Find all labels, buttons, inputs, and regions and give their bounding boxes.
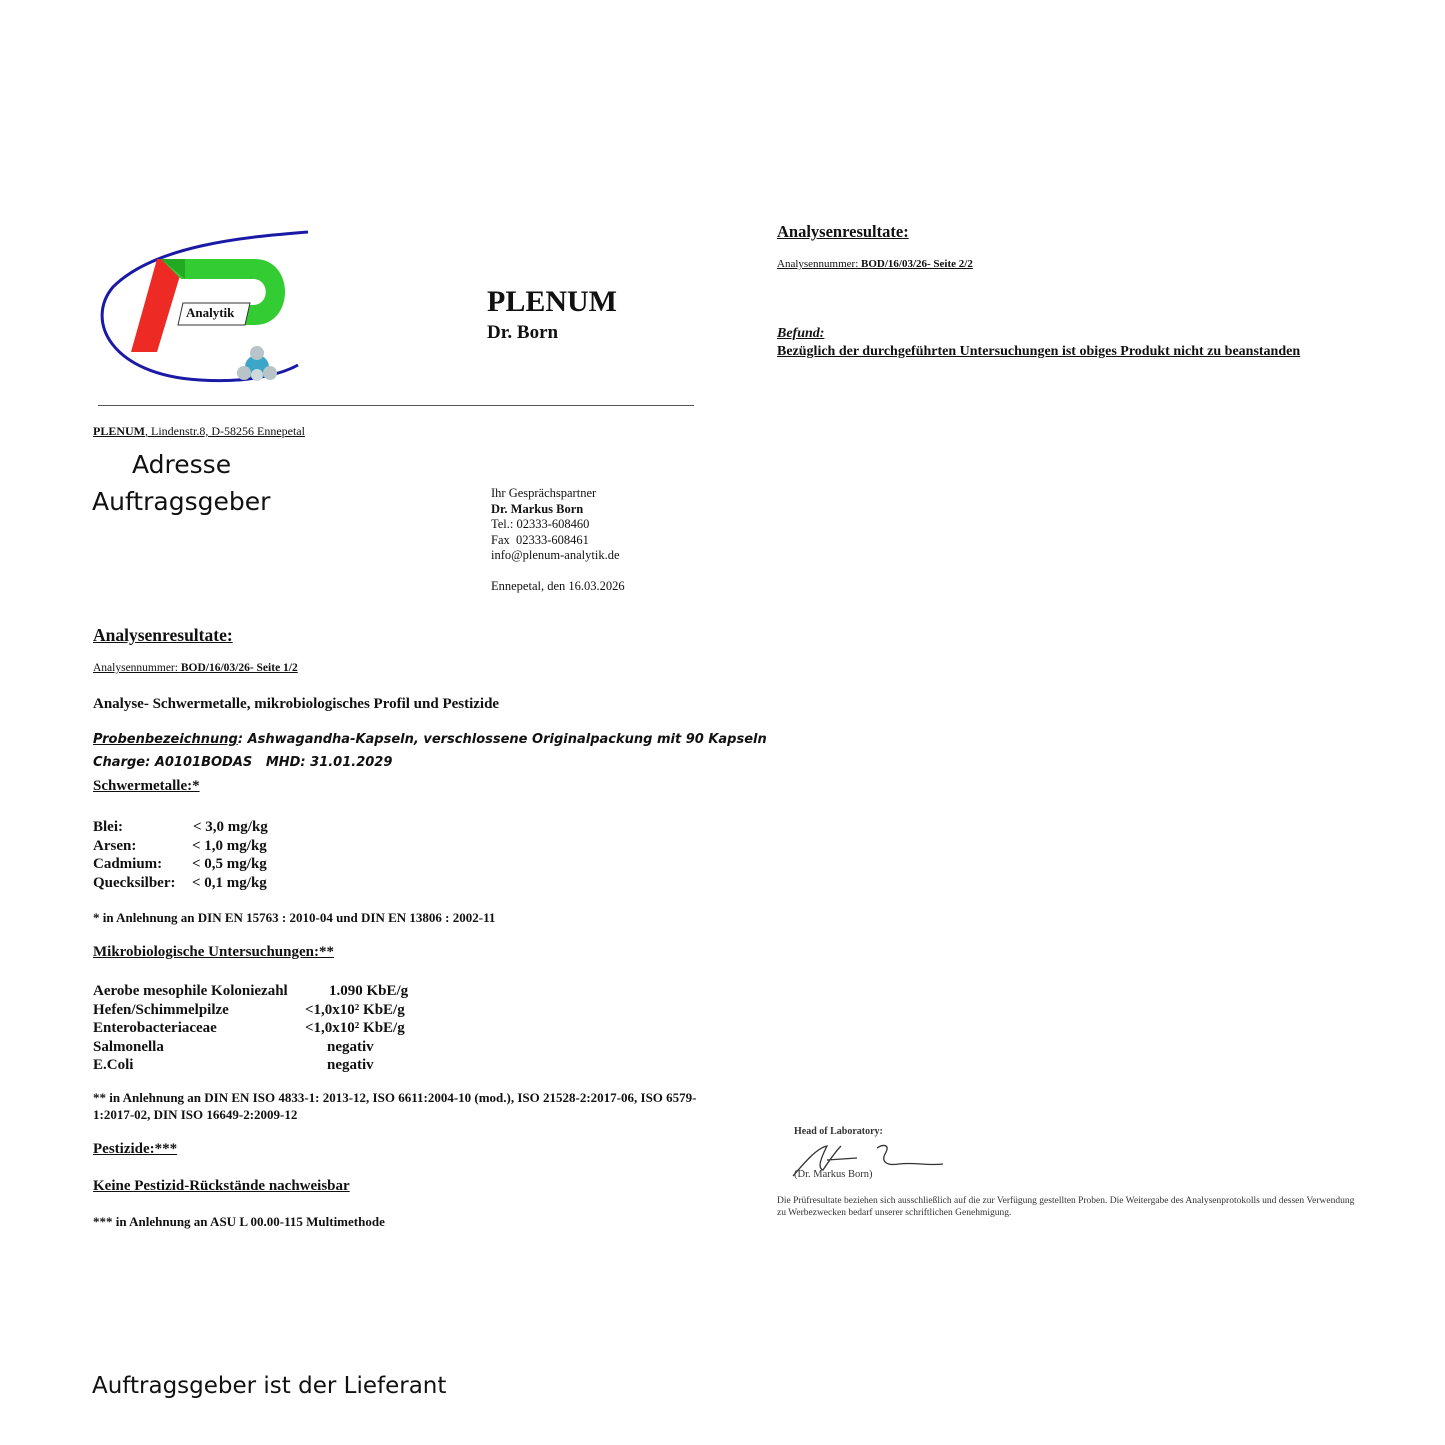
micro-name: Salmonella <box>93 1038 164 1055</box>
micro-heading: Mikrobiologische Untersuchungen:** <box>93 944 334 960</box>
metal-name: Arsen: <box>93 837 137 854</box>
metal-name: Cadmium: <box>93 856 163 872</box>
micro-name: Hefen/Schimmelpilze <box>93 1001 229 1018</box>
contact-block <box>491 486 625 594</box>
table-row <box>93 1038 408 1057</box>
pest-result: Keine Pestizid-Rückstände nachweisbar <box>93 1178 350 1194</box>
heavy-metals-table <box>93 818 268 892</box>
contact-name: Dr. Markus Born <box>491 501 584 516</box>
disclaimer: Die Prüfresultate beziehen sich ausschließlich auf die zur Verfügung gestellten Proben. Die Weitergabe des Analysenprotokolls und dessen Verwendung zu Werbezwecken bedarf unserer schriftlichen Genehmigung. <box>777 1196 1355 1218</box>
page2-heading: Analysenresultate: <box>777 222 909 241</box>
plenum-logo <box>95 225 320 395</box>
metal-value: < 0,5 mg/kg <box>192 856 267 872</box>
micro-name: Aerobe mesophile Koloniezahl <box>93 983 288 999</box>
metal-name: Quecksilber: <box>93 874 176 891</box>
micro-value: negativ <box>327 1038 374 1055</box>
metal-value: < 3,0 mg/kg <box>193 819 268 835</box>
table-row <box>93 818 268 837</box>
micro-value: <1,0x10² KbE/g <box>305 1020 405 1036</box>
signature-title: Head of Laboratory: <box>794 1126 883 1137</box>
heavy-metals-note: * in Anlehnung an DIN EN 15763 : 2010-04 und DIN EN 13806 : 2002-11 <box>93 910 496 925</box>
analysis-title: Analyse- Schwermetalle, mikrobiologisches Profil und Pestizide <box>93 696 500 712</box>
sample-description <box>93 732 767 747</box>
metal-value: < 0,1 mg/kg <box>192 874 267 891</box>
sender-address: , Lindenstr.8, D-58256 Ennepetal <box>145 424 305 438</box>
befund-label: Befund: <box>777 326 825 341</box>
heavy-metals-heading: Schwermetalle:* <box>93 778 200 794</box>
page2-analysis-number <box>777 258 973 270</box>
micro-value: negativ <box>327 1057 374 1073</box>
page1-analysis-number <box>93 662 298 674</box>
befund-text: Bezüglich der durchgeführten Untersuchungen ist obiges Produkt nicht zu beanstanden <box>777 344 1301 359</box>
sample-value: : Ashwagandha-Kapseln, verschlossene Originalpackung mit 90 Kapseln <box>237 732 767 747</box>
table-row <box>93 1019 408 1038</box>
contact-email: info@plenum-analytik.de <box>491 548 620 562</box>
page1-heading: Analysenresultate: <box>93 625 233 645</box>
page2-number-value: BOD/16/03/26- Seite 2/2 <box>861 258 973 270</box>
signature-name: (Dr. Markus Born) <box>794 1169 873 1180</box>
address-note-line2: Auftragsgeber <box>92 487 271 516</box>
micro-note: ** in Anlehnung an DIN EN ISO 4833-1: 2013-12, ISO 6611:2004-10 (mod.), ISO 21528-2:2017-06, ISO 6579-1:2017-02, DIN ISO 16649-2:2009-12 <box>93 1090 697 1122</box>
header-divider <box>98 405 694 406</box>
charge-line: Charge: A0101BODAS MHD: 31.01.2029 <box>93 755 393 770</box>
table-row <box>93 874 268 893</box>
metal-name: Blei: <box>93 819 123 835</box>
page1-number-value: BOD/16/03/26- Seite 1/2 <box>180 662 298 674</box>
contact-tel: Tel.: 02333-608460 <box>491 517 590 531</box>
metal-value: < 1,0 mg/kg <box>192 837 267 854</box>
contact-fax: Fax 02333-608461 <box>491 532 589 547</box>
micro-value: 1.090 KbE/g <box>329 983 409 999</box>
pest-note: *** in Anlehnung an ASU L 00.00-115 Multimethode <box>93 1214 385 1229</box>
company-name: PLENUM <box>487 285 617 318</box>
micro-table <box>93 982 408 1075</box>
page2-number-label: Analysennummer: <box>777 258 862 270</box>
pest-heading: Pestizide:*** <box>93 1141 178 1157</box>
contact-date: Ennepetal, den 16.03.2026 <box>491 578 625 593</box>
table-row <box>93 837 268 856</box>
footer-note: Auftragsgeber ist der Lieferant <box>92 1373 447 1399</box>
table-row <box>93 1056 408 1075</box>
table-row <box>93 1001 408 1020</box>
sender-name: PLENUM <box>93 424 145 438</box>
address-note-line1: Adresse <box>132 450 232 479</box>
contact-label: Ihr Gesprächspartner <box>491 486 597 500</box>
company-person: Dr. Born <box>487 322 559 343</box>
micro-value: <1,0x10² KbE/g <box>305 1001 405 1018</box>
table-row <box>93 982 408 1001</box>
sender-line <box>93 424 305 439</box>
sample-label: Probenbezeichnung <box>93 732 238 747</box>
micro-name: Enterobacteriaceae <box>93 1020 217 1036</box>
page1-number-label: Analysennummer: <box>93 662 181 674</box>
table-row <box>93 855 268 874</box>
micro-name: E.Coli <box>93 1057 134 1073</box>
logo-text: Analytik <box>186 305 235 320</box>
